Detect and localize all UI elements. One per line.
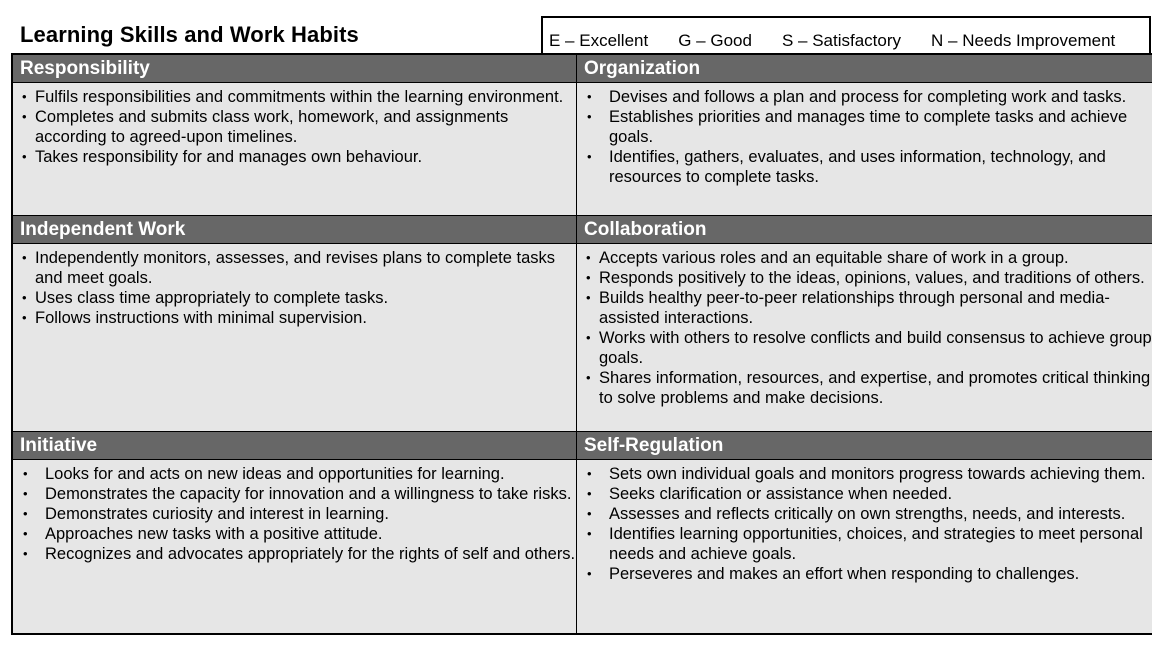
rating-legend	[541, 16, 1151, 54]
section-list	[13, 83, 576, 167]
bullet-icon: •	[587, 89, 592, 104]
list-item	[577, 484, 1152, 504]
list-item	[577, 288, 1152, 328]
list-item-text: Approaches new tasks with a positive attitude.	[45, 525, 383, 543]
legend-needs-improvement: N – Needs Improvement	[931, 31, 1116, 50]
bullet-icon: •	[586, 290, 591, 305]
section-heading: Organization	[577, 55, 1152, 83]
legend-good: G – Good	[678, 31, 752, 50]
list-item	[13, 484, 576, 504]
section-heading: Responsibility	[13, 55, 576, 83]
list-item-text: Builds healthy peer-to-peer relationships through personal and media-assisted interactions.	[599, 289, 1110, 327]
bullet-icon: •	[587, 486, 592, 501]
list-item	[577, 368, 1152, 408]
section-list	[577, 244, 1152, 408]
list-item	[577, 504, 1152, 524]
section-organization	[577, 55, 1152, 216]
list-item	[13, 504, 576, 524]
list-item	[577, 248, 1152, 268]
bullet-icon: •	[587, 466, 592, 481]
list-item-text: Fulfils responsibilities and commitments within the learning environment.	[35, 88, 564, 106]
list-item-text: Follows instructions with minimal supervision.	[35, 309, 367, 327]
list-item	[13, 248, 576, 288]
section-list	[13, 460, 576, 564]
section-list	[577, 83, 1152, 187]
bullet-icon: •	[587, 109, 592, 124]
bullet-icon: •	[22, 310, 27, 325]
list-item-text: Completes and submits class work, homework, and assignments according to agreed-upon timelines.	[35, 108, 509, 146]
section-independent-work	[13, 216, 577, 432]
list-item-text: Seeks clarification or assistance when needed.	[609, 485, 953, 503]
section-heading: Independent Work	[13, 216, 576, 244]
list-item	[13, 288, 576, 308]
list-item	[577, 87, 1152, 107]
bullet-icon: •	[23, 466, 28, 481]
bullet-icon: •	[587, 526, 592, 541]
list-item	[13, 544, 576, 564]
list-item-text: Works with others to resolve conflicts and build consensus to achieve group goals.	[599, 329, 1152, 367]
bullet-icon: •	[22, 149, 27, 164]
list-item-text: Independently monitors, assesses, and revises plans to complete tasks and meet goals.	[35, 249, 556, 287]
list-item-text: Accepts various roles and an equitable share of work in a group.	[599, 249, 1069, 267]
list-item-text: Recognizes and advocates appropriately for the rights of self and others.	[45, 545, 576, 563]
list-item	[13, 524, 576, 544]
section-collaboration	[577, 216, 1152, 432]
bullet-icon: •	[22, 250, 27, 265]
list-item-text: Responds positively to the ideas, opinions, values, and traditions of others.	[599, 269, 1145, 287]
section-responsibility	[13, 55, 577, 216]
bullet-icon: •	[23, 546, 28, 561]
list-item-text: Identifies learning opportunities, choices, and strategies to meet personal needs and achieve goals.	[609, 525, 1143, 563]
section-list	[577, 460, 1152, 584]
section-initiative	[13, 432, 577, 633]
list-item	[577, 268, 1152, 288]
list-item-text: Shares information, resources, and expertise, and promotes critical thinking to solve problems and make decisions.	[599, 369, 1151, 407]
list-item-text: Assesses and reflects critically on own strengths, needs, and interests.	[609, 505, 1126, 523]
bullet-icon: •	[22, 109, 27, 124]
list-item	[577, 147, 1152, 187]
list-item-text: Sets own individual goals and monitors progress towards achieving them.	[609, 465, 1146, 483]
section-list	[13, 244, 576, 328]
list-item	[13, 308, 576, 328]
list-item	[13, 147, 576, 167]
list-item-text: Demonstrates curiosity and interest in learning.	[45, 505, 389, 523]
bullet-icon: •	[586, 250, 591, 265]
bullet-icon: •	[586, 330, 591, 345]
legend-satisfactory: S – Satisfactory	[781, 31, 902, 50]
list-item-text: Uses class time appropriately to complete tasks.	[35, 289, 389, 307]
section-self-regulation	[577, 432, 1152, 633]
bullet-icon: •	[23, 526, 28, 541]
bullet-icon: •	[23, 506, 28, 521]
page-title: Learning Skills and Work Habits	[20, 22, 359, 47]
bullet-icon: •	[587, 566, 592, 581]
list-item	[577, 107, 1152, 147]
list-item-text: Takes responsibility for and manages own behaviour.	[35, 148, 423, 166]
section-heading: Self-Regulation	[577, 432, 1152, 460]
list-item-text: Devises and follows a plan and process for completing work and tasks.	[609, 88, 1127, 106]
bullet-icon: •	[23, 486, 28, 501]
list-item	[577, 464, 1152, 484]
list-item-text: Identifies, gathers, evaluates, and uses information, technology, and resources to complete tasks.	[609, 148, 1106, 186]
bullet-icon: •	[587, 149, 592, 164]
bullet-icon: •	[22, 89, 27, 104]
legend-excellent: E – Excellent	[549, 31, 649, 50]
list-item	[577, 564, 1152, 584]
list-item-text: Perseveres and makes an effort when responding to challenges.	[609, 565, 1080, 583]
list-item	[577, 524, 1152, 564]
list-item-text: Looks for and acts on new ideas and opportunities for learning.	[45, 465, 505, 483]
list-item	[13, 87, 576, 107]
section-heading: Initiative	[13, 432, 576, 460]
bullet-icon: •	[586, 370, 591, 385]
bullet-icon: •	[587, 506, 592, 521]
list-item-text: Establishes priorities and manages time to complete tasks and achieve goals.	[609, 108, 1128, 146]
bullet-icon: •	[586, 270, 591, 285]
list-item-text: Demonstrates the capacity for innovation and a willingness to take risks.	[45, 485, 572, 503]
list-item	[13, 464, 576, 484]
section-heading: Collaboration	[577, 216, 1152, 244]
skills-table	[11, 53, 1152, 635]
bullet-icon: •	[22, 290, 27, 305]
list-item	[13, 107, 576, 147]
list-item	[577, 328, 1152, 368]
